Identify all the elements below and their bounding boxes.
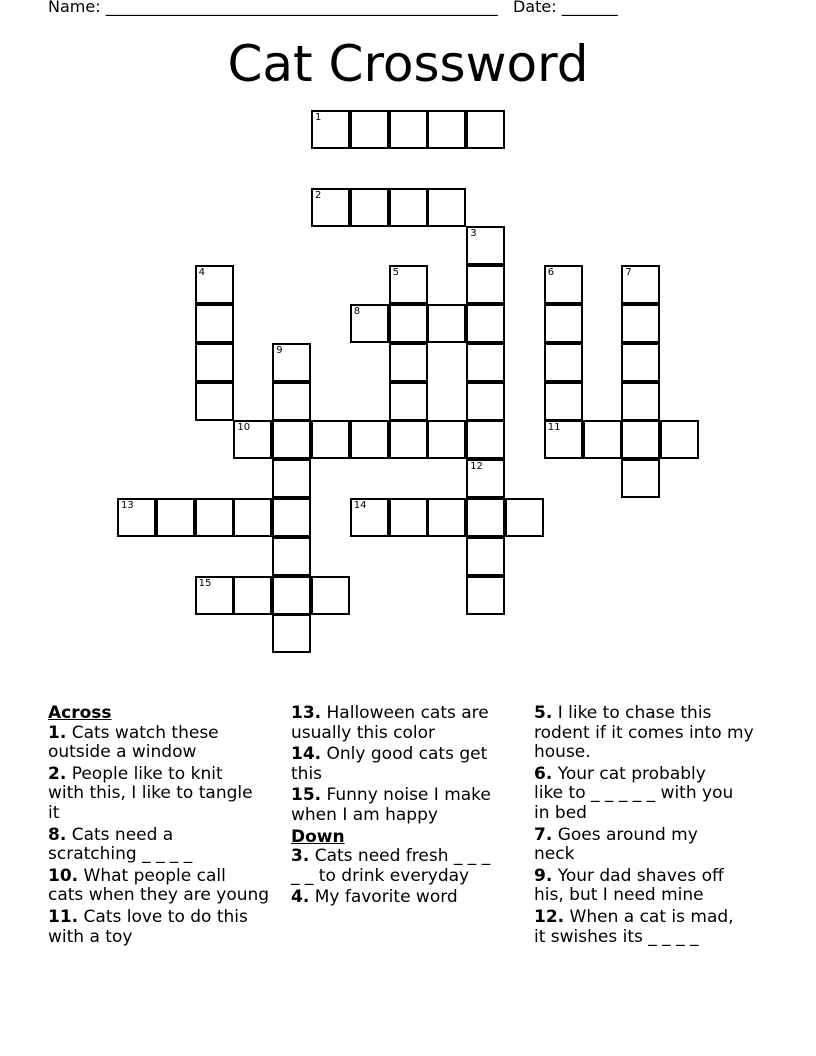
grid-cell[interactable] [466, 537, 505, 576]
clue-number: 1 [315, 112, 322, 123]
grid-cell[interactable] [466, 343, 505, 382]
clue-number: 7 [625, 267, 632, 279]
clue-number-label: 2. [48, 763, 67, 784]
clues-column-2 [291, 704, 521, 910]
clue-number-label: 1. [48, 722, 67, 743]
grid-cell[interactable] [389, 188, 428, 227]
grid-cell[interactable] [621, 459, 660, 498]
clue [48, 867, 283, 906]
name-label: Name: [48, 0, 101, 16]
grid-cell[interactable] [466, 576, 505, 615]
clue-text: outside a window [48, 742, 197, 763]
clue-text: I like to chase this [552, 703, 712, 723]
clue-text: Cats need fresh _ _ _ [309, 846, 491, 867]
clue-text: People like to knit [66, 763, 223, 784]
clue [291, 786, 521, 825]
clue-number: 9 [276, 344, 283, 356]
grid-cell[interactable] [389, 420, 428, 459]
grid-cell[interactable] [233, 498, 272, 537]
grid-cell[interactable] [156, 498, 195, 537]
grid-cell[interactable] [466, 420, 505, 459]
clue-number: 3 [470, 228, 477, 240]
clue-text: it [48, 802, 60, 823]
grid-cell[interactable] [195, 382, 234, 421]
across-heading: Across [48, 703, 112, 723]
clue-text: _ _ to drink everyday [291, 865, 470, 886]
grid-cell[interactable] [233, 576, 272, 615]
grid-cell[interactable] [311, 420, 350, 459]
clue-text: Cats love to do this [78, 906, 248, 927]
grid-cell[interactable] [427, 304, 466, 343]
clue-text: rodent if it comes into my [534, 722, 754, 743]
clue-text: scratching _ _ _ _ [48, 844, 193, 865]
down-heading: Down [291, 826, 345, 847]
clue-number-label: 5. [534, 703, 553, 723]
clue-text: Halloween cats are [321, 703, 489, 723]
clue-number: 13 [121, 500, 134, 511]
grid-cell[interactable] [389, 382, 428, 421]
grid-cell[interactable] [621, 304, 660, 343]
clue-number-label: 4. [291, 887, 310, 908]
grid-cell[interactable] [272, 576, 311, 615]
clue-text: house. [534, 742, 591, 763]
grid-cell[interactable] [195, 265, 234, 304]
clue-number: 11 [547, 422, 561, 434]
grid-cell[interactable] [544, 343, 583, 382]
clue-text: when I am happy [291, 804, 438, 825]
clue-text: My favorite word [309, 887, 458, 908]
grid-cell[interactable] [195, 576, 234, 615]
clue-text: Your cat probably [552, 763, 706, 784]
grid-cell[interactable] [272, 537, 311, 576]
grid-cell[interactable] [427, 498, 466, 537]
clue-number-label: 7. [534, 824, 553, 845]
clue-number: 10 [237, 422, 251, 434]
grid-cell[interactable] [195, 343, 234, 382]
grid-cell[interactable] [350, 188, 389, 227]
grid-cell[interactable] [389, 110, 428, 149]
clue-number-label: 13. [291, 703, 322, 723]
clue-text: Funny noise I make [321, 785, 491, 806]
grid-cell[interactable] [466, 110, 505, 149]
grid-cell[interactable] [272, 343, 311, 382]
grid-cell[interactable] [544, 265, 583, 304]
clue-text: neck [534, 844, 575, 865]
grid-cell[interactable] [389, 343, 428, 382]
grid-cell[interactable] [466, 498, 505, 537]
grid-cell[interactable] [621, 265, 660, 304]
grid-cell[interactable] [466, 265, 505, 304]
clue-text: with this, I like to tangle [48, 783, 253, 804]
grid-cell[interactable] [350, 420, 389, 459]
clue-number-label: 12. [534, 906, 565, 927]
clue-text: cats when they are young [48, 885, 270, 906]
grid-cell[interactable] [505, 498, 544, 537]
clue-text: When a cat is mad, [564, 906, 734, 927]
grid-cell[interactable] [427, 188, 466, 227]
grid-cell[interactable] [117, 498, 156, 537]
grid-cell[interactable] [350, 498, 389, 537]
grid-cell[interactable] [272, 420, 311, 459]
clue-number-label: 10. [48, 865, 79, 886]
clue-text: Cats watch these [66, 722, 219, 743]
date-label: Date: [512, 0, 557, 16]
clue [291, 745, 521, 784]
clue [534, 826, 774, 865]
clue [534, 765, 774, 824]
grid-cell[interactable] [544, 304, 583, 343]
clues-column-3 [534, 704, 774, 949]
clue-number: 5 [392, 267, 399, 279]
grid-cell[interactable] [311, 576, 350, 615]
grid-cell[interactable] [660, 420, 699, 459]
page-title: Cat Crossword [227, 35, 589, 93]
clue-number: 14 [353, 500, 367, 511]
grid-cell[interactable] [311, 188, 350, 227]
clue-text: Only good cats get [321, 744, 488, 765]
grid-cell[interactable] [272, 459, 311, 498]
grid-cell[interactable] [195, 304, 234, 343]
grid-cell[interactable] [350, 304, 389, 343]
grid-cell[interactable] [544, 382, 583, 421]
clue-number: 12 [470, 461, 483, 473]
clue [48, 908, 283, 947]
clue [48, 826, 283, 865]
clue-text: Goes around my [552, 824, 698, 845]
grid-cell[interactable] [389, 304, 428, 343]
grid-cell[interactable] [466, 382, 505, 421]
grid-cell[interactable] [389, 498, 428, 537]
grid-cell[interactable] [195, 498, 234, 537]
grid-cell[interactable] [272, 614, 311, 653]
grid-cell[interactable] [466, 304, 505, 343]
clue [48, 765, 283, 824]
clue-number: 2 [315, 189, 322, 201]
grid-cell[interactable] [427, 420, 466, 459]
clue-number-label: 14. [291, 744, 322, 765]
clue-number: 15 [198, 577, 212, 589]
clue-number-label: 6. [534, 763, 553, 784]
clue [534, 908, 774, 947]
grid-cell[interactable] [272, 498, 311, 537]
grid-cell[interactable] [350, 110, 389, 149]
clue [291, 847, 521, 886]
clue-text: in bed [534, 802, 587, 823]
clue-text: his, but I need mine [534, 885, 704, 906]
name-field[interactable]: _________________________________________________ [105, 0, 498, 16]
grid-cell[interactable] [272, 382, 311, 421]
clue-text: with a toy [48, 926, 133, 947]
clue [534, 867, 774, 906]
grid-cell[interactable] [621, 420, 660, 459]
clue-number: 6 [547, 267, 555, 279]
grid-cell[interactable] [583, 420, 622, 459]
clue [291, 888, 521, 908]
clue-text: like to _ _ _ _ _ with you [534, 783, 734, 804]
grid-cell[interactable] [466, 459, 505, 498]
clue-number: 8 [353, 306, 361, 317]
grid-cell[interactable] [427, 110, 466, 149]
grid-cell[interactable] [389, 265, 428, 304]
clue-text: this [291, 763, 323, 784]
date-field[interactable]: _______ [561, 0, 618, 16]
clue [534, 704, 774, 763]
clue [48, 724, 283, 763]
clue-number-label: 11. [48, 906, 79, 927]
clue-text: What people call [78, 865, 226, 886]
clues-column-1 [48, 704, 283, 949]
clue-number-label: 15. [291, 785, 322, 806]
grid-cell[interactable] [466, 226, 505, 265]
clue-text: it swishes its _ _ _ _ [534, 926, 699, 947]
clue-number-label: 3. [291, 846, 310, 867]
clue-text: Your dad shaves off [552, 865, 724, 886]
clue-text: usually this color [291, 722, 436, 743]
clue-text: Cats need a [66, 824, 174, 845]
clue-number-label: 9. [534, 865, 553, 886]
grid-cell[interactable] [233, 420, 272, 459]
grid-cell[interactable] [311, 110, 350, 149]
clue-number: 4 [198, 267, 205, 279]
clue [291, 704, 521, 743]
grid-cell[interactable] [544, 420, 583, 459]
grid-cell[interactable] [621, 382, 660, 421]
clue-number-label: 8. [48, 824, 67, 845]
grid-cell[interactable] [621, 343, 660, 382]
